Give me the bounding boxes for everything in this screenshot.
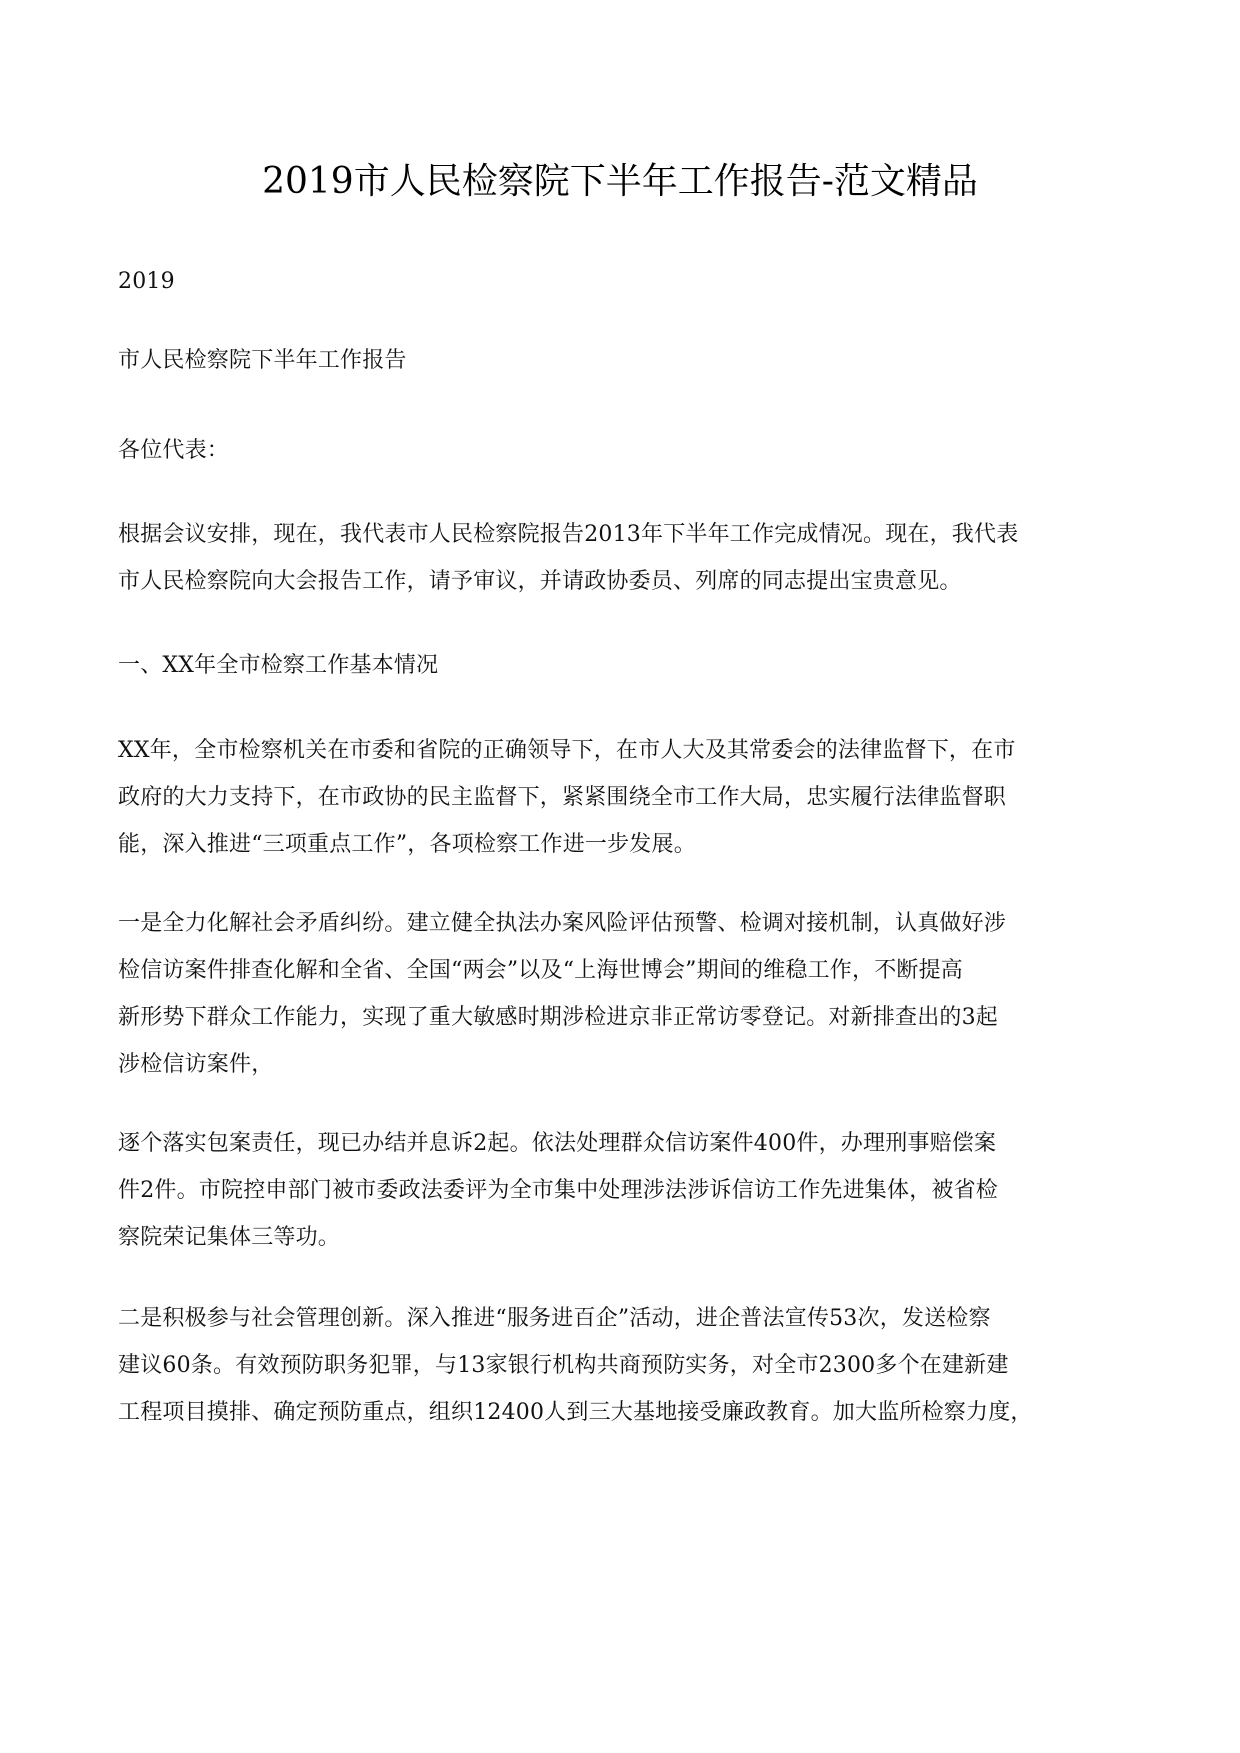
text-line: 政府的大力支持下，在市政协的民主监督下，紧紧围绕全市工作大局，忠实履行法律监督职 [118, 785, 1007, 810]
document-title: 2019市人民检察院下半年工作报告-范文精品 [262, 161, 978, 202]
paragraph-point-2 [118, 1295, 1128, 1436]
text-line: 检信访案件排查化解和全省、全国“两会”以及“上海世博会”期间的维稳工作，不断提高 [118, 958, 963, 983]
text-line: 2019 [118, 269, 175, 294]
text-line: 察院荣记集体三等功。 [118, 1225, 341, 1250]
paragraph-subtitle [118, 337, 1128, 384]
paragraph-point-1-continued [118, 1120, 1128, 1261]
text-line: 工程项目摸排、确定预防重点，组织12400人到三大基地接受廉政教育。加大监所检察力度， [118, 1400, 1033, 1425]
text-line: 各位代表： [118, 438, 230, 463]
paragraph-salutation [118, 427, 1128, 474]
text-line: 件2件。市院控申部门被市委政法委评为全市集中处理涉法涉诉信访工作先进集体，被省检 [118, 1178, 998, 1203]
text-line: 二是积极参与社会管理创新。深入推进“服务进百企”活动，进企普法宣传53次，发送检察 [118, 1306, 991, 1331]
section-heading [118, 642, 1128, 689]
paragraph-year [118, 258, 1128, 305]
text-line: 市人民检察院下半年工作报告 [118, 348, 407, 373]
text-line: 涉检信访案件， [118, 1052, 274, 1077]
text-line: XX年，全市检察机关在市委和省院的正确领导下，在市人大及其常委会的法律监督下，在市 [118, 738, 1016, 763]
paragraph-intro [118, 511, 1128, 605]
text-line: 建议60条。有效预防职务犯罪，与13家银行机构共商预防实务，对全市2300多个在建新建 [118, 1353, 1009, 1378]
text-line: 一、XX年全市检察工作基本情况 [118, 653, 439, 678]
text-line: 新形势下群众工作能力，实现了重大敏感时期涉检进京非正常访零登记。对新排查出的3起 [118, 1005, 998, 1030]
paragraph-section-1-body [118, 727, 1128, 868]
paragraph-point-1 [118, 900, 1128, 1088]
text-line: 根据会议安排，现在，我代表市人民检察院报告2013年下半年工作完成情况。现在，我代表 [118, 522, 1019, 547]
text-line: 逐个落实包案责任，现已办结并息诉2起。依法处理群众信访案件400件，办理刑事赔偿案 [118, 1131, 997, 1156]
text-line: 能，深入推进“三项重点工作”，各项检察工作进一步发展。 [118, 832, 696, 857]
text-line: 一是全力化解社会矛盾纠纷。建立健全执法办案风险评估预警、检调对接机制，认真做好涉 [118, 911, 1007, 936]
text-line: 市人民检察院向大会报告工作，请予审议，并请政协委员、列席的同志提出宝贵意见。 [118, 569, 962, 594]
